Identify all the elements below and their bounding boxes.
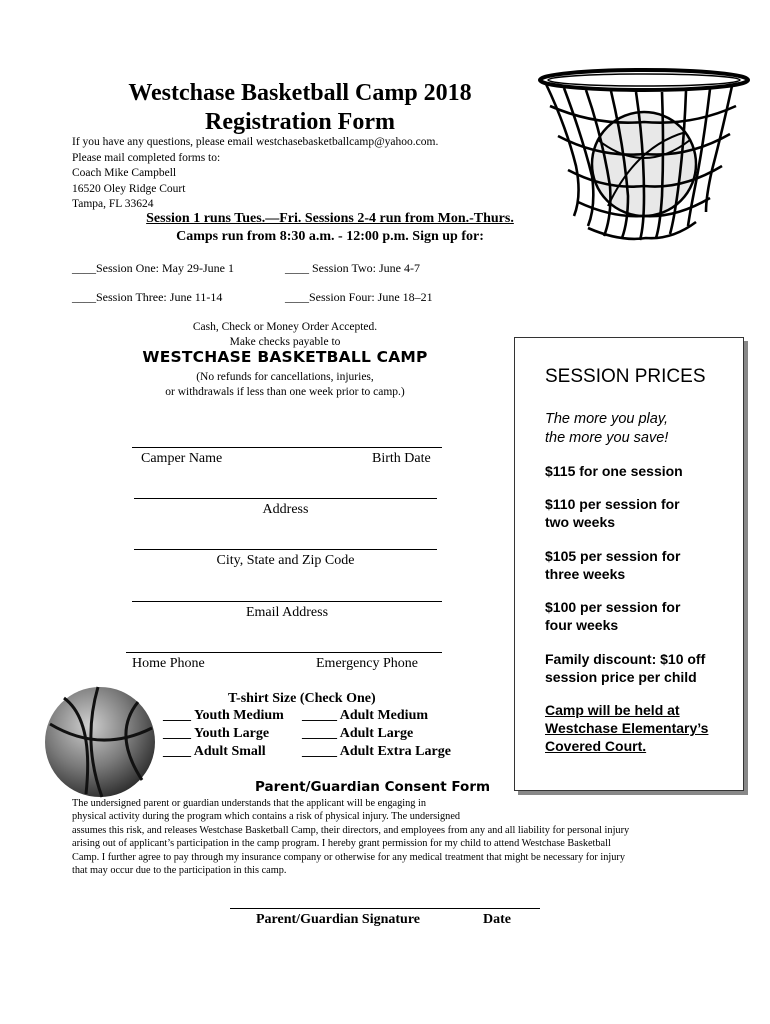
session-two-option[interactable]: ____ Session Two: June 4-7	[285, 261, 420, 275]
camp-location-line1: Camp will be held at	[545, 702, 680, 718]
tshirt-youth-large[interactable]: ____ Youth Large	[163, 726, 270, 741]
price-three-weeks	[545, 547, 735, 583]
camp-location	[545, 701, 735, 755]
payee-name: WESTCHASE BASKETBALL CAMP	[142, 348, 428, 366]
consent-line: assumes this risk, and releases Westchase Basketball Camp, their directors, and employees from any and all liability for personal injury	[72, 824, 630, 836]
tshirt-adult-large[interactable]: _____ Adult Large	[302, 726, 414, 741]
payable-to-label: Make checks payable to	[229, 336, 341, 348]
tshirt-adult-xl[interactable]: _____ Adult Extra Large	[302, 744, 451, 759]
form-subtitle: Registration Form	[205, 109, 395, 135]
tshirt-adult-medium[interactable]: _____ Adult Medium	[302, 708, 429, 723]
contact-email-line: If you have any questions, please email westchasebasketballcamp@yahoo.com.	[72, 136, 439, 148]
consent-line: arising out of applicant’s participation in the camp program. I hereby grant permission for my child to attend Westchase Basketball	[72, 838, 611, 850]
signature-line[interactable]	[230, 908, 540, 909]
form-title: Westchase Basketball Camp 2018	[128, 80, 472, 106]
email-label: Email Address	[245, 605, 329, 620]
consent-line: that may occur due to the participation in this camp.	[72, 865, 287, 877]
family-discount-line1: Family discount: $10 off	[545, 651, 706, 667]
consent-text	[72, 797, 692, 877]
session-three-option[interactable]: ____Session Three: June 11-14	[72, 290, 223, 304]
family-discount-line2: session price per child	[545, 669, 697, 685]
price-three-weeks-line1: $105 per session for	[545, 548, 681, 564]
prices-title: SESSION PRICES	[545, 366, 706, 387]
city-state-zip-line[interactable]	[134, 549, 437, 550]
prices-tagline-2: the more you save!	[545, 430, 669, 446]
camp-location-line3: Covered Court.	[545, 738, 647, 754]
consent-line: physical activity during the program which contains a risk of physical injury. The undersigned	[72, 811, 461, 823]
basketball-icon	[42, 684, 158, 800]
refund-policy-line2: or withdrawals if less than one week prior to camp.)	[165, 386, 405, 398]
price-one-session: $115 for one session	[545, 463, 683, 479]
prices-tagline-1: The more you play,	[545, 411, 669, 427]
session-four-option[interactable]: ____Session Four: June 18–21	[285, 290, 433, 304]
price-two-weeks-line2: two weeks	[545, 514, 616, 530]
price-two-weeks	[545, 495, 735, 531]
refund-policy-line1: (No refunds for cancellations, injuries,	[196, 371, 374, 383]
signature-label: Parent/Guardian Signature	[256, 912, 421, 927]
tshirt-heading: T-shirt Size (Check One)	[228, 691, 376, 706]
camper-name-label: Camper Name	[141, 451, 223, 466]
home-phone-label: Home Phone	[132, 656, 205, 671]
contact-street: 16520 Oley Ridge Court	[72, 182, 186, 195]
tshirt-youth-medium[interactable]: ____ Youth Medium	[163, 708, 284, 723]
session-one-option[interactable]: ____Session One: May 29-June 1	[72, 261, 234, 275]
tshirt-adult-small[interactable]: ____ Adult Small	[163, 744, 266, 759]
emergency-phone-label: Emergency Phone	[316, 656, 418, 671]
price-four-weeks-line2: four weeks	[545, 617, 619, 633]
price-three-weeks-line2: three weeks	[545, 566, 626, 582]
consent-line: Camp. I further agree to pay through my insurance company or otherwise for any medical treatment that might be necessary for injury	[72, 851, 625, 863]
contact-mail-line: Please mail completed forms to:	[72, 151, 221, 164]
email-line[interactable]	[132, 601, 442, 602]
city-state-zip-label: City, State and Zip Code	[216, 553, 355, 568]
phone-line[interactable]	[126, 652, 442, 653]
payment-methods: Cash, Check or Money Order Accepted.	[192, 321, 378, 333]
camper-name-line[interactable]	[132, 447, 442, 448]
prices-tagline	[545, 410, 668, 448]
price-four-weeks-line1: $100 per session for	[545, 599, 681, 615]
price-four-weeks	[545, 598, 735, 634]
address-line[interactable]	[134, 498, 437, 499]
contact-city: Tampa, FL 33624	[72, 198, 154, 210]
birth-date-label: Birth Date	[372, 451, 431, 466]
consent-title: Parent/Guardian Consent Form	[255, 779, 491, 795]
price-two-weeks-line1: $110 per session for	[545, 496, 680, 512]
contact-info	[72, 135, 438, 213]
session-schedule-headline: Session 1 runs Tues.—Fri. Sessions 2-4 run from Mon.-Thurs.	[146, 211, 514, 226]
date-label: Date	[483, 912, 511, 927]
camp-hours-headline: Camps run from 8:30 a.m. - 12:00 p.m. Sign up for:	[176, 229, 484, 244]
family-discount	[545, 650, 735, 686]
consent-line: The undersigned parent or guardian understands that the applicant will be engaging in	[72, 798, 426, 809]
session-prices-box	[514, 337, 744, 791]
camp-location-line2: Westchase Elementary’s	[545, 720, 709, 736]
address-label: Address	[262, 502, 309, 517]
contact-name: Coach Mike Campbell	[72, 167, 177, 179]
